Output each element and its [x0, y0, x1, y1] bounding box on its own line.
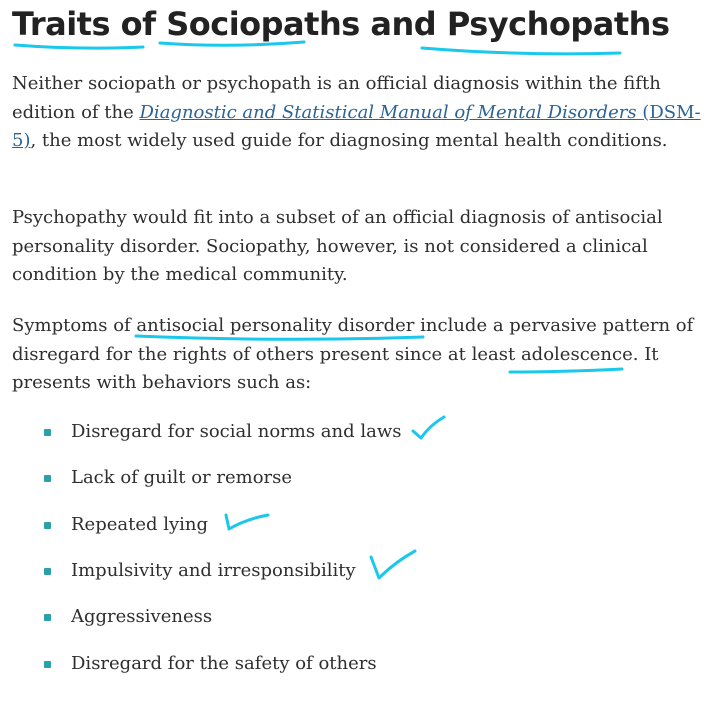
list-item [0, 602, 500, 632]
list-item-text: Disregard for social norms and laws [71, 421, 402, 442]
para3-middle: include a pervasive pattern of disregard for the rights of others present since at least [12, 315, 694, 365]
dsm-link-title: Diagnostic and Statistical Manual of Mental Disorders [139, 101, 637, 123]
list-item [0, 510, 500, 540]
paragraph-dsm [12, 70, 702, 156]
underline-psychopaths [422, 48, 620, 54]
dsm-link-abbrev: (DSM-5) [12, 101, 701, 151]
list-item [0, 649, 500, 679]
list-item [0, 556, 500, 586]
para3-before: Symptoms of [12, 315, 137, 336]
bullet-marker [44, 475, 51, 482]
article-title: Traits of Sociopaths and Psychopaths [12, 5, 670, 43]
paragraph-psychopathy: Psychopathy would fit into a subset of an official diagnosis of antisocial personality disorder. Sociopathy, however, is not considered a clinical condition by the medical community. [12, 207, 663, 285]
list-item-text: Disregard for the safety of others [71, 653, 377, 674]
bullet-marker [44, 522, 51, 529]
para1-before: Neither sociopath or psychopath is an official diagnosis within the fifth edition of the [12, 73, 661, 123]
paragraph-symptoms [12, 312, 702, 398]
list-item-text: Repeated lying [71, 514, 209, 535]
list-item-text: Impulsivity and irresponsibility [71, 560, 356, 581]
bullet-marker [44, 568, 51, 575]
list-item [0, 463, 500, 493]
list-item [0, 417, 500, 447]
highlight-antisocial: antisocial personality disorder [136, 315, 415, 336]
bullet-marker [44, 614, 51, 621]
bullet-marker [44, 429, 51, 436]
list-item-text: Lack of guilt or remorse [71, 467, 293, 488]
bullet-marker [44, 661, 51, 668]
para3-after: . It presents with behaviors such as: [12, 343, 659, 393]
para1-after: , the most widely used guide for diagnosing mental health conditions. [30, 130, 668, 151]
underline-traits [15, 45, 143, 48]
highlight-adolescence: adolescence [520, 343, 633, 365]
list-item-text: Aggressiveness [71, 606, 213, 627]
